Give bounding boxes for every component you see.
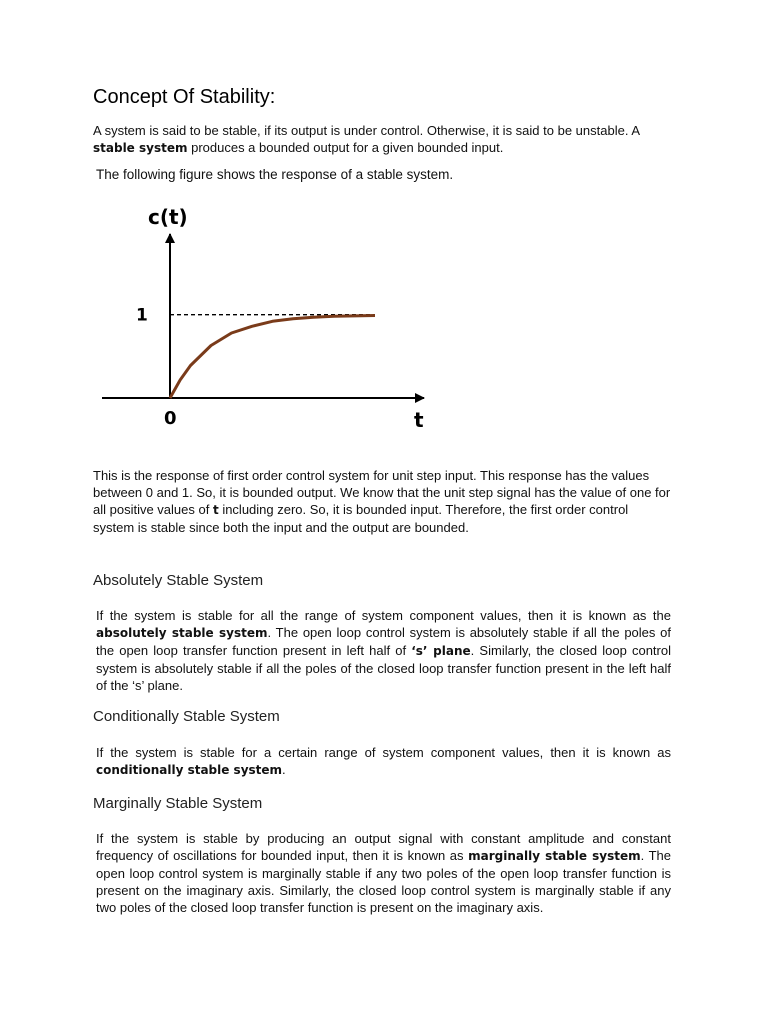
intro-bold-stable-system: stable system <box>93 141 188 155</box>
absolute-text-2: . The open loop control system is absolutely stable if all the poles of the open loop transfer function present in left half of <box>96 625 671 658</box>
response-curve <box>170 316 375 399</box>
heading-absolutely-stable: Absolutely Stable System <box>93 572 264 589</box>
response-text-1: This is the response of first order control system for unit step input. This response has the values between 0 and 1. So, it is bounded output. We know that the unit step signal has the value of one for all positive values of <box>93 468 671 517</box>
absolute-text-1: If the system is stable for all the range of system component values, then it is known as the <box>96 608 671 623</box>
step-response-chart <box>98 200 438 440</box>
conditional-text-2: . <box>282 762 286 777</box>
conditional-bold-1: conditionally stable system <box>96 763 283 777</box>
y-axis-label: c(t) <box>148 205 188 229</box>
page-title: Concept Of Stability: <box>93 86 276 108</box>
absolute-bold-s-plane: ‘s’ plane <box>411 644 471 658</box>
x-axis-label: t <box>414 408 424 432</box>
marginal-text-2: . The open loop control system is marginally stable if any two poles of the open loop transfer function is present on the imaginary axis. Similarly, the closed loop control system is marginally stable if any two poles of the closed loop transfer function is present on the imaginary axis. <box>96 848 672 915</box>
intro-paragraph <box>93 122 653 157</box>
conditional-text-1: If the system is stable for a certain range of system component values, then it is known as <box>96 745 671 760</box>
response-paragraph <box>93 467 671 536</box>
intro-text-2: produces a bounded output for a given bounded input. <box>187 140 504 155</box>
absolute-text-3: . Similarly, the closed loop control system is absolutely stable if all the poles of the closed loop transfer function present in the left half of the ‘s’ plane. <box>96 643 671 693</box>
response-text-2: including zero. So, it is bounded input. Therefore, the first order control system is stable since both the input and the output are bounded. <box>93 502 629 535</box>
marginally-stable-paragraph <box>96 830 671 916</box>
figure-caption: The following figure shows the response of a stable system. <box>96 167 454 182</box>
heading-marginally-stable: Marginally Stable System <box>93 795 263 812</box>
y-tick-label: 1 <box>136 305 148 326</box>
heading-conditionally-stable: Conditionally Stable System <box>93 708 280 725</box>
marginal-bold-1: marginally stable system <box>468 849 641 863</box>
absolute-bold-1: absolutely stable system <box>96 626 268 640</box>
intro-text-1: A system is said to be stable, if its output is under control. Otherwise, it is said to be unstable. A <box>93 123 640 138</box>
response-bold-t: t <box>212 503 219 517</box>
marginal-text-1: If the system is stable by producing an output signal with constant amplitude and constant frequency of oscillations for bounded input, then it is known as <box>96 831 671 863</box>
absolutely-stable-paragraph <box>96 607 671 694</box>
conditionally-stable-paragraph <box>96 744 671 779</box>
origin-label: 0 <box>164 408 177 429</box>
